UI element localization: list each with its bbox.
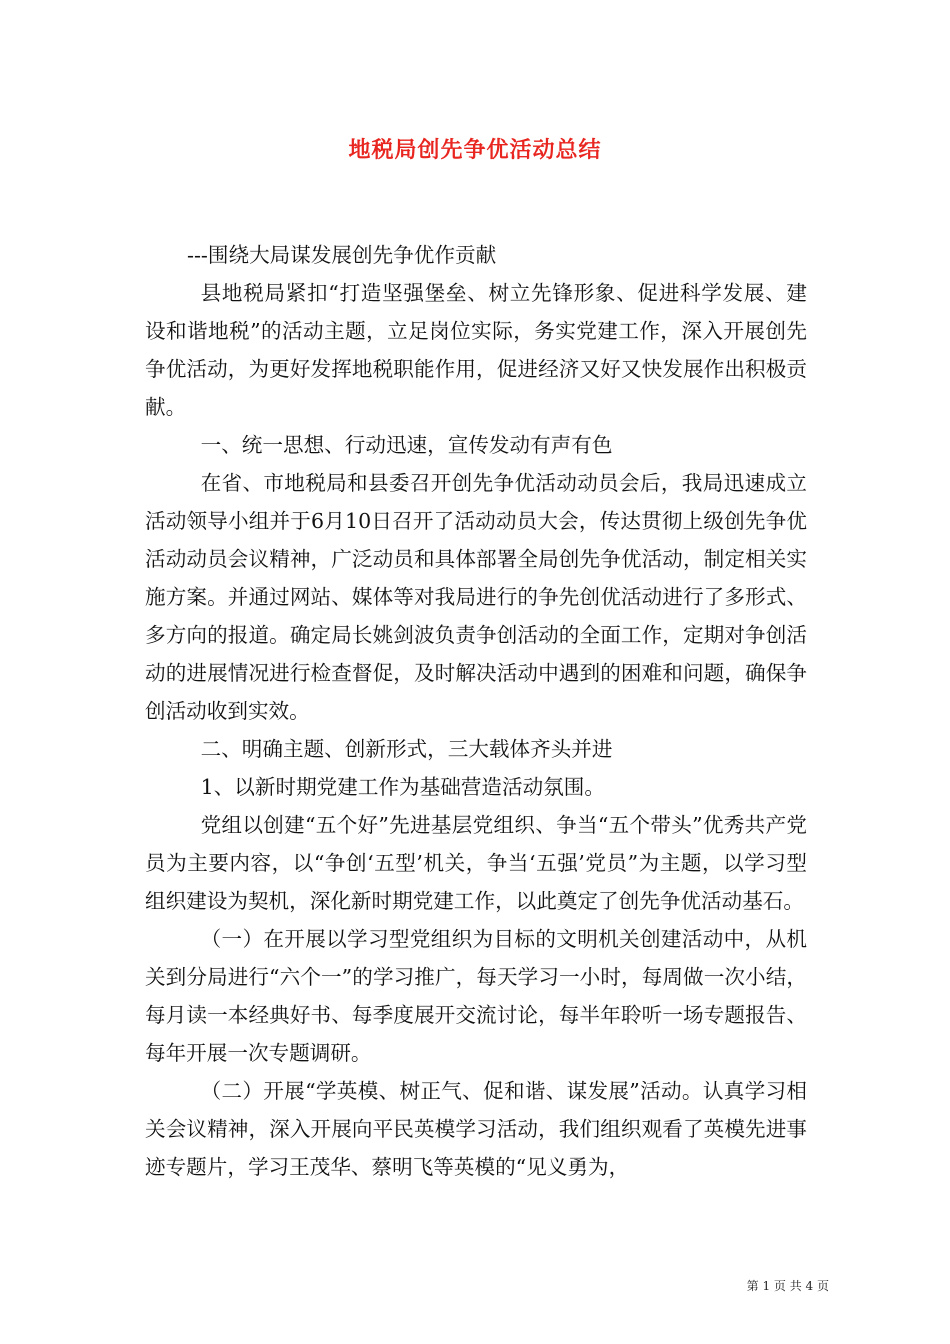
document-body xyxy=(145,236,807,1186)
subsection-1-paragraph: 党组以创建“五个好”先进基层党组织、争当“五个带头”优秀共产党员为主要内容，以“争创‘五型’机关，争当‘五强’党员”为主题，以学习型组织建设为契机，深化新时期党建工作，以此奠定了创先争优活动基石。 xyxy=(145,813,807,913)
subtitle-paragraph: ---围绕大局谋发展创先争优作贡献 xyxy=(187,243,497,267)
subsection-heading-1: 1、以新时期党建工作为基础营造活动氛围。 xyxy=(200,775,605,799)
section-heading-2: 二、明确主题、创新形式，三大载体齐头并进 xyxy=(200,737,613,761)
intro-paragraph: 县地税局紧扣“打造坚强堡垒、树立先锋形象、促进科学发展、建设和谐地税”的活动主题，立足岗位实际，务实党建工作，深入开展创先争优活动，为更好发挥地税职能作用，促进经济又好又快发展作出积极贡献。 xyxy=(145,281,807,419)
item-1-paragraph: （一）在开展以学习型党组织为目标的文明机关创建活动中，从机关到分局进行“六个一”的学习推广，每天学习一小时，每周做一次小结，每月读一本经典好书、每季度展开交流讨论，每半年聆听一场专题报告、每年开展一次专题调研。 xyxy=(145,927,807,1065)
page-number-footer: 第 1 页 共 4 页 xyxy=(746,1279,829,1293)
section-1-paragraph: 在省、市地税局和县委召开创先争优活动动员会后，我局迅速成立活动领导小组并于6月10日召开了活动动员大会，传达贯彻上级创先争优活动动员会议精神，广泛动员和具体部署全局创先争优活动，制定相关实施方案。并通过网站、媒体等对我局进行的争先创优活动进行了多形式、多方向的报道。确定局长姚剑波负责争创活动的全面工作，定期对争创活动的进展情况进行检查督促，及时解决活动中遇到的困难和问题，确保争创活动收到实效。 xyxy=(145,471,807,723)
section-heading-1: 一、统一思想、行动迅速，宣传发动有声有色 xyxy=(200,433,613,457)
document-title: 地税局创先争优活动总结 xyxy=(348,137,602,163)
item-2-paragraph: （二）开展“学英模、树正气、促和谐、谋发展”活动。认真学习相关会议精神，深入开展向平民英模学习活动，我们组织观看了英模先进事迹专题片，学习王茂华、蔡明飞等英模的“见义勇为， xyxy=(145,1079,807,1179)
